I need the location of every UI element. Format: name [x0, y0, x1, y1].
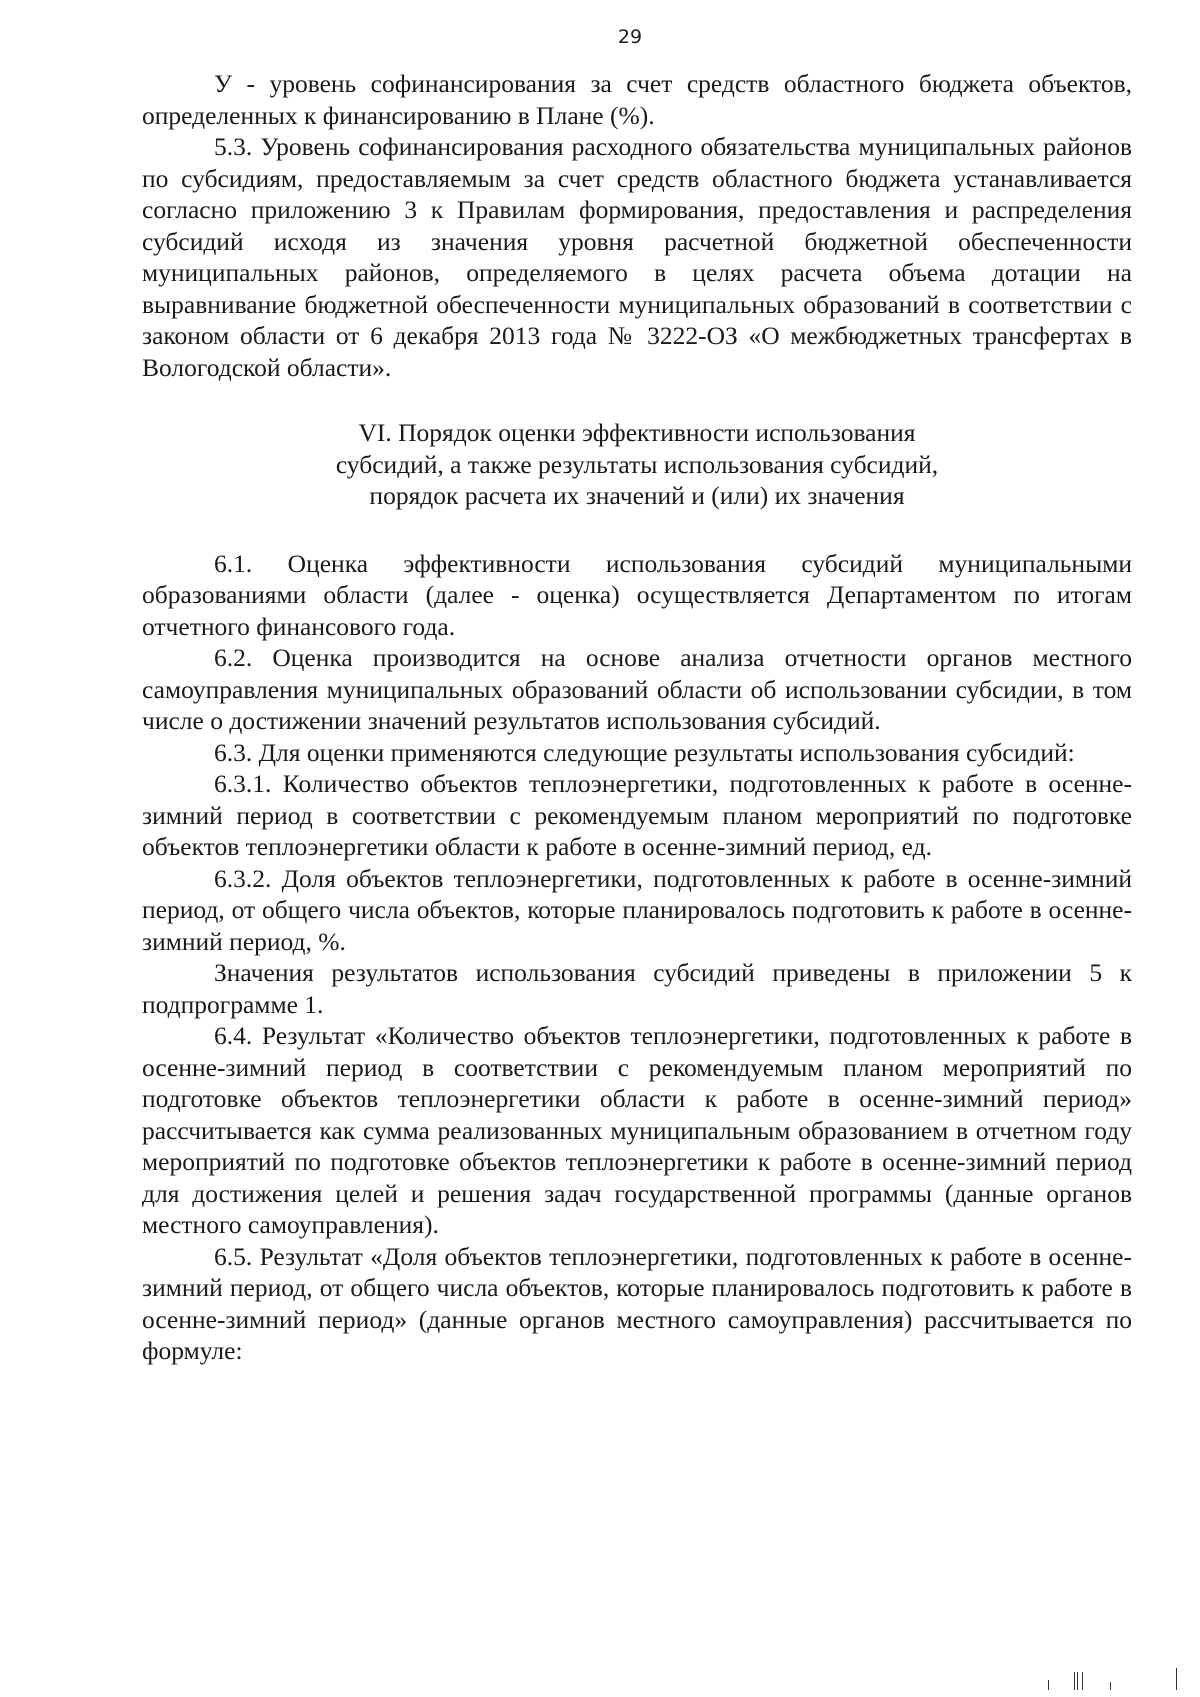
paragraph-6-5: 6.5. Результат «Доля объектов теплоэнергетики, подготовленных к работе в осенне-зимний период, от общего числа объектов, которые планировалось подготовить к работе в осенне-зимний период» (данные органов местного самоуправления) рассчитывается по формуле:	[142, 1241, 1132, 1365]
section-heading-vi	[142, 417, 1132, 512]
paragraph-5-3: 5.3. Уровень софинансирования расходного обязательства муниципальных районов по субсидиям, предоставляемым за счет средств областного бюджета устанавливается согласно приложению 3 к Правилам формирования, предоставления и распределения субсидий исходя из значения уровня расчетной бюджетной обеспеченности муниципальных районов, определяемого в целях расчета объема дотации на выравнивание бюджетной обеспеченности муниципальных образований в соответствии с законом области от 6 декабря 2013 года № 3222-ОЗ «О межбюджетных трансфертах в Вологодской области».	[142, 132, 1132, 382]
section-heading-line: субсидий, а также результаты использования субсидий,	[335, 449, 939, 479]
section-heading-line: порядок расчета их значений и (или) их значения	[369, 481, 905, 510]
paragraph-6-3: 6.3. Для оценки применяются следующие результаты использования субсидий:	[214, 737, 1075, 767]
scan-mark	[1110, 1682, 1111, 1690]
scan-artifact-marks	[1040, 1668, 1190, 1690]
paragraph-values-reference: Значения результатов использования субсидий приведены в приложении 5 к подпрограмме 1.	[142, 958, 1132, 1019]
scan-mark	[1074, 1672, 1075, 1690]
paragraph-6-3-2: 6.3.2. Доля объектов теплоэнергетики, подготовленных к работе в осенне-зимний период, от общего числа объектов, которые планировалось подготовить к работе в осенне-зимний период, %.	[142, 863, 1132, 956]
scan-mark	[1082, 1672, 1083, 1690]
scan-mark	[1048, 1680, 1049, 1690]
paragraph-6-1: 6.1. Оценка эффективности использования субсидий муниципальными образованиями области (далее - оценка) осуществляется Департаментом по итогам отчетного финансового года.	[142, 548, 1132, 641]
document-body	[142, 68, 1132, 1367]
scan-mark	[1077, 1672, 1078, 1690]
section-heading-line: VI. Порядок оценки эффективности использования	[358, 418, 916, 447]
page-number: 29	[617, 26, 643, 48]
paragraph-cofinancing-level-definition: У - уровень софинансирования за счет средств областного бюджета объектов, определенных к финансированию в Плане (%).	[142, 69, 1132, 130]
scan-mark	[1176, 1668, 1177, 1690]
paragraph-6-2: 6.2. Оценка производится на основе анализа отчетности органов местного самоуправления муниципальных образований области об использовании субсидии, в том числе о достижении значений результатов использования субсидий.	[142, 643, 1132, 735]
paragraph-6-4: 6.4. Результат «Количество объектов теплоэнергетики, подготовленных к работе в осенне-зимний период в соответствии с рекомендуемым планом мероприятий по подготовке объектов теплоэнергетики области к работе в осенне-зимний период» рассчитывается как сумма реализованных муниципальным образованием в отчетном году мероприятий по подготовке объектов теплоэнергетики к работе в осенне-зимний период для достижения целей и решения задач государственной программы (данные органов местного самоуправления).	[142, 1021, 1132, 1239]
paragraph-6-3-1: 6.3.1. Количество объектов теплоэнергетики, подготовленных к работе в осенне-зимний период в соответствии с рекомендуемым планом мероприятий по подготовке объектов теплоэнергетики области к работе в осенне-зимний период, ед.	[142, 769, 1132, 861]
